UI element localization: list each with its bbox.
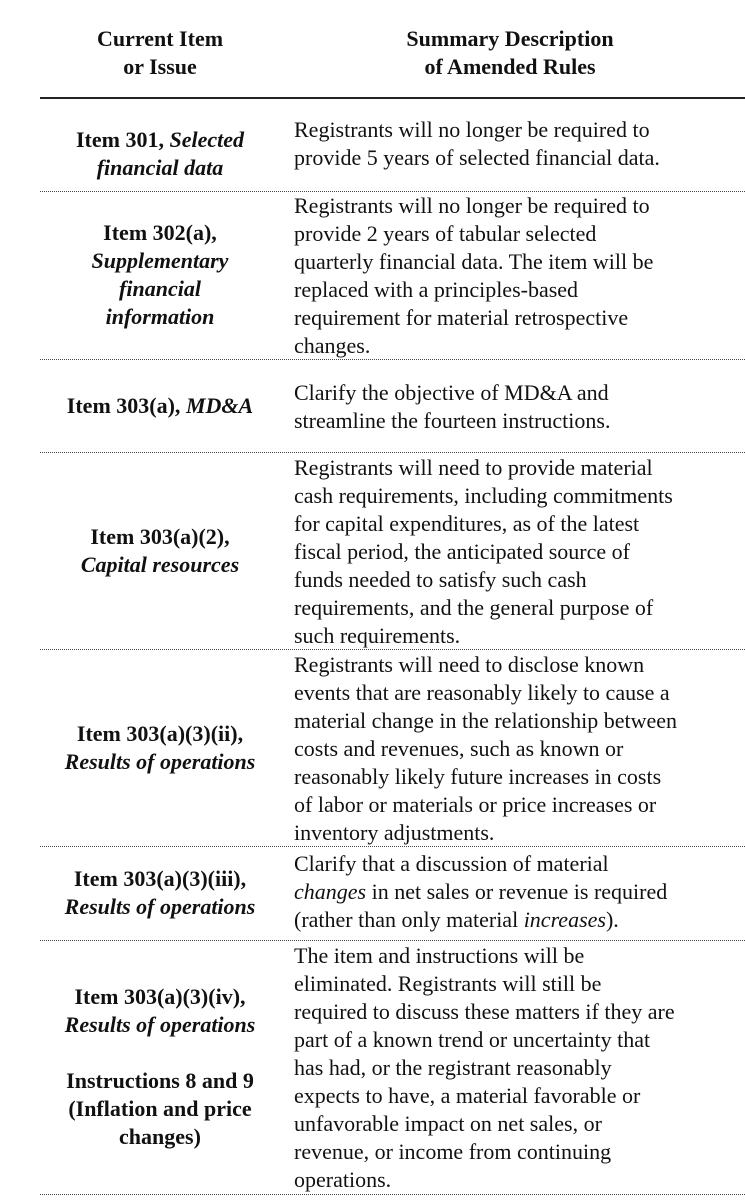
table-row-item-303a3iv [40,940,745,1195]
description-line: fiscal period, the anticipated source of [294,539,630,564]
item-line: Item 303(a), MD&A [66,392,254,418]
item-line: financial data [96,154,224,180]
item-title-italic: MD&A [185,392,254,418]
table-row-item-303a2 [40,452,745,650]
item-cell [40,940,280,1194]
description-line: Registrants will need to provide material [294,455,653,480]
header-rule [40,97,745,99]
table-row-item-302a [40,191,745,360]
description-line: The item and instructions will be [294,943,585,968]
item-cell [40,452,280,649]
item-line [76,126,244,154]
description-line: revenue, or income from continuing [294,1139,612,1164]
description-line: expects to have, a material favorable or [294,1083,641,1108]
description-cell [294,651,742,847]
item-cell [40,649,280,846]
description-line: part of a known trend or uncertainty that [294,1027,651,1052]
item-cell [40,116,280,191]
description-line: such requirements. [294,623,461,648]
description-line: changes. [294,333,371,358]
item-line: Results of operations [64,748,256,774]
item-title-italic: Selected [169,126,244,152]
item-line: Item 303(a)(3)(iv), [74,984,246,1009]
description-line: cash requirements, including commitments [294,483,673,508]
table-row-item-301 [40,116,745,192]
description-line: for capital expenditures, as of the latest [294,511,640,536]
description-line: streamline the fourteen instructions. [294,408,611,433]
item-line: Results of operations [64,1012,256,1037]
description-cell [294,850,742,934]
description-line: has had, or the registrant reasonably [294,1055,612,1080]
description-line: provide 5 years of selected financial data. [294,145,660,170]
item-line: Results of operations [64,894,256,919]
description-line: requirements, and the general purpose of [294,595,654,620]
description-line: of labor or materials or price increases or [294,792,657,817]
item-line: information [105,304,215,329]
header-summary-description [290,25,730,81]
description-line: required to discuss these matters if they are [294,999,675,1024]
description-line: Clarify the objective of MD&A and [294,380,609,405]
item-line: Item 303(a)(3)(iii), [73,866,247,891]
item-line: Item 302(a), [103,220,217,245]
item-line: Supplementary [91,248,229,273]
table-row-item-303a3iii [40,846,745,941]
description-line: (rather than only material increases). [294,907,619,932]
header-current-item [40,25,280,81]
description-line: requirement for material retrospective [294,305,629,330]
item-line: Item 303(a)(2), [90,523,230,549]
description-line: material change in the relationship between [294,708,678,733]
table-row-item-303a [40,359,745,453]
description-line: reasonably likely future increases in costs [294,764,662,789]
description-cell [294,116,742,172]
item-number: Item 301, [75,126,170,152]
description-cell [294,454,742,650]
description-cell [294,192,742,360]
description-cell [294,379,742,435]
item-cell [40,359,280,452]
description-line: Registrants will no longer be required to [294,117,650,142]
emphasis-increases: increases [523,907,606,932]
description-line: Registrants will need to disclose known [294,652,645,677]
header-summary-line: Summary Description [406,26,614,51]
item-line: Item 303(a)(3)(ii), [76,720,244,746]
item-cell [40,191,280,359]
description-line: funds needed to satisfy such cash [294,567,587,592]
description-line: operations. [294,1167,392,1192]
description-line: eliminated. Registrants will still be [294,971,602,996]
description-line: unfavorable impact on net sales, or [294,1111,602,1136]
header-current-item-line: Current Item [96,26,224,51]
description-line: replaced with a principles-based [294,277,579,302]
header-current-item-line: or Issue [123,54,197,79]
item-line: Capital resources [80,551,240,577]
description-line: changes in net sales or revenue is required [294,879,668,904]
item-line: financial [119,276,201,301]
item-cell [40,846,280,940]
description-line: events that are reasonably likely to cause a [294,680,670,705]
header-summary-line: of Amended Rules [424,54,596,79]
description-cell [294,942,742,1194]
description-line: quarterly financial data. The item will be [294,249,654,274]
item-line: changes) [119,1124,201,1149]
item-line: Instructions 8 and 9 [66,1068,254,1093]
description-line: provide 2 years of tabular selected [294,221,597,246]
table-row-item-303a3ii [40,649,745,847]
emphasis-changes: changes [294,879,367,904]
description-line: Registrants will no longer be required to [294,193,650,218]
description-line: Clarify that a discussion of material [294,851,609,876]
item-line: (Inflation and price [68,1096,252,1121]
description-line: costs and revenues, such as known or [294,736,624,761]
description-line: inventory adjustments. [294,820,495,845]
